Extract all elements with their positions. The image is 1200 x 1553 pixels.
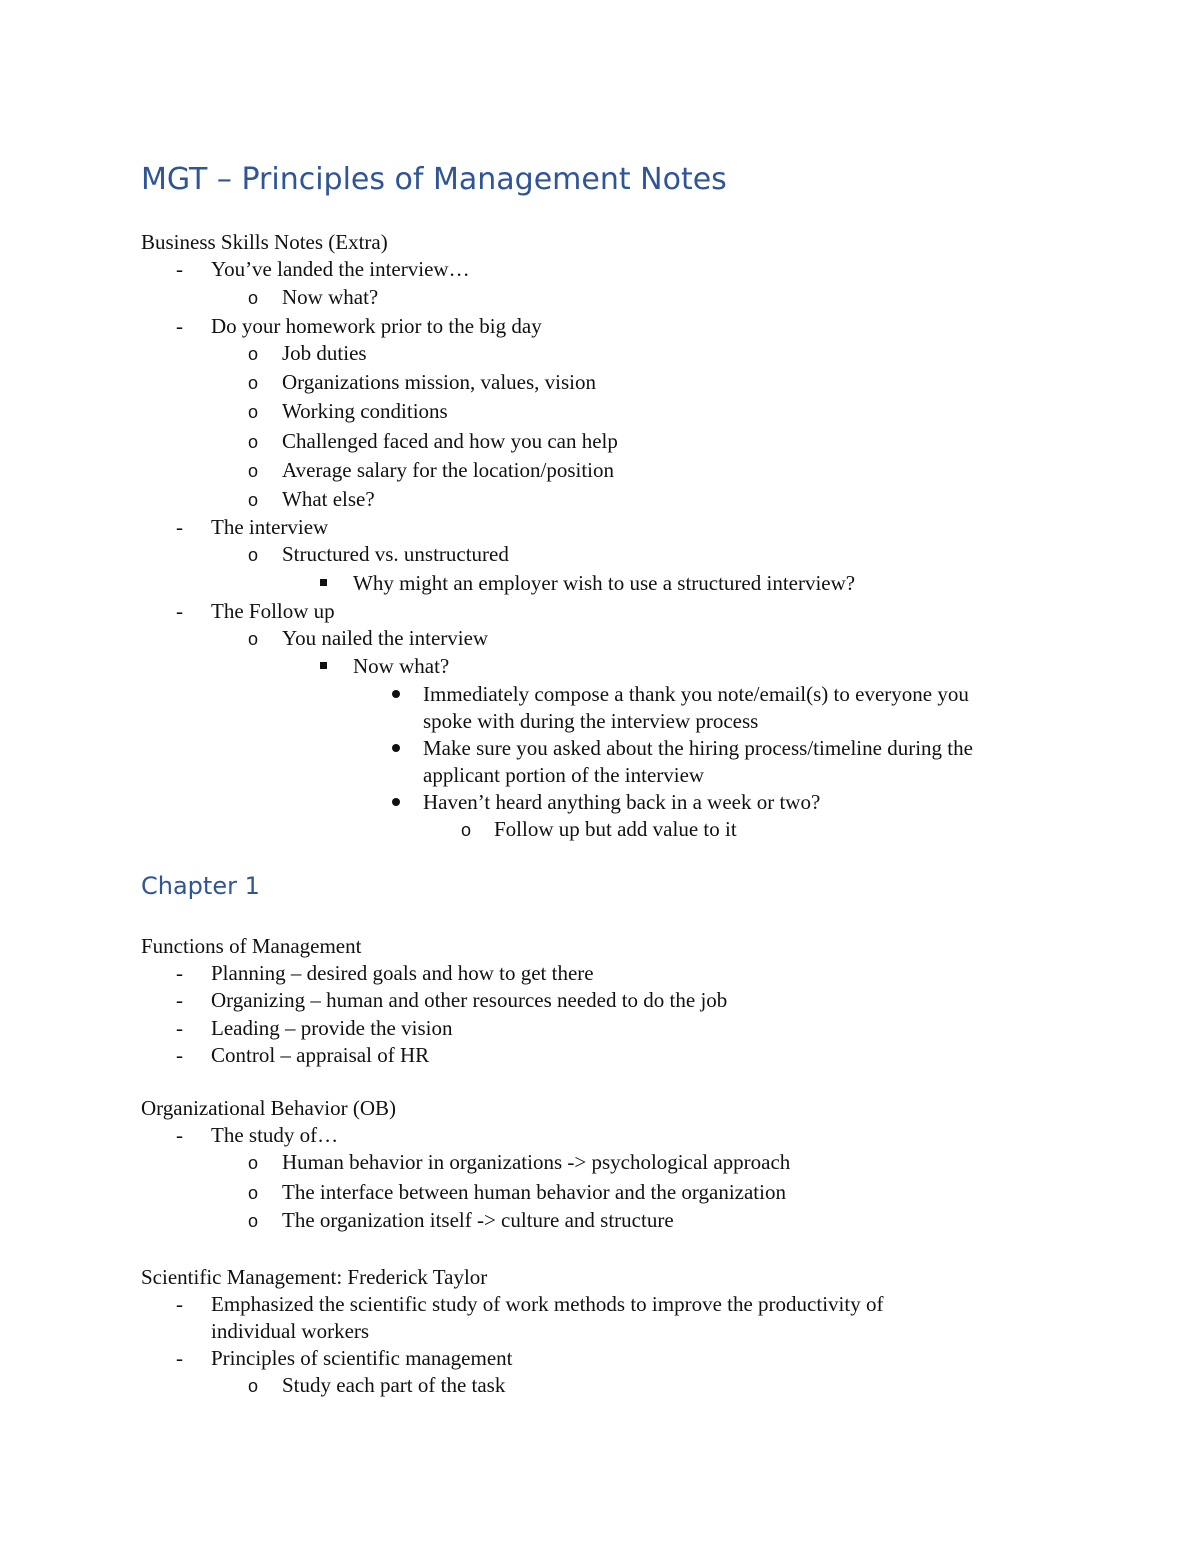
list-item-continuation: individual workers bbox=[211, 1319, 370, 1343]
circle-bullet: o bbox=[248, 490, 259, 510]
list-item: Principles of scientific management bbox=[211, 1346, 513, 1370]
list-item: Challenged faced and how you can help bbox=[282, 429, 618, 453]
list-item: Working conditions bbox=[282, 399, 448, 423]
square-bullet-icon bbox=[320, 579, 327, 586]
section-heading-ob: Organizational Behavior (OB) bbox=[141, 1096, 397, 1120]
list-item: Human behavior in organizations -> psychological approach bbox=[282, 1150, 791, 1174]
list-item: Study each part of the task bbox=[282, 1373, 506, 1397]
list-item: You’ve landed the interview… bbox=[211, 257, 470, 281]
circle-bullet: o bbox=[248, 432, 259, 452]
dash-bullet: - bbox=[176, 988, 183, 1012]
list-item: The study of… bbox=[211, 1123, 339, 1147]
section-heading-business-skills: Business Skills Notes (Extra) bbox=[141, 230, 388, 254]
list-item: Average salary for the location/position bbox=[282, 458, 615, 482]
circle-bullet: o bbox=[248, 373, 259, 393]
dash-bullet: - bbox=[176, 1016, 183, 1040]
circle-bullet: o bbox=[248, 545, 259, 565]
circle-bullet: o bbox=[248, 1211, 259, 1231]
dash-bullet: - bbox=[176, 314, 183, 338]
circle-bullet: o bbox=[248, 1376, 259, 1396]
disc-bullet-icon bbox=[392, 798, 400, 806]
list-item: What else? bbox=[282, 487, 375, 511]
section-heading-functions: Functions of Management bbox=[141, 934, 362, 958]
square-bullet-icon bbox=[320, 662, 327, 669]
dash-bullet: - bbox=[176, 257, 183, 281]
list-item: Control – appraisal of HR bbox=[211, 1043, 430, 1067]
circle-bullet: o bbox=[248, 629, 259, 649]
list-item-continuation: spoke with during the interview process bbox=[423, 709, 759, 733]
disc-bullet-icon bbox=[392, 744, 400, 752]
list-item: Job duties bbox=[282, 341, 367, 365]
section-heading-scientific-management: Scientific Management: Frederick Taylor bbox=[141, 1265, 488, 1289]
list-item: The interface between human behavior and the organization bbox=[282, 1180, 786, 1204]
circle-bullet: o bbox=[248, 461, 259, 481]
dash-bullet: - bbox=[176, 961, 183, 985]
list-item: Emphasized the scientific study of work methods to improve the productivity of bbox=[211, 1292, 884, 1316]
dash-bullet: - bbox=[176, 515, 183, 539]
circle-bullet: o bbox=[248, 288, 259, 308]
list-item: Haven’t heard anything back in a week or two? bbox=[423, 790, 821, 814]
list-item: You nailed the interview bbox=[282, 626, 489, 650]
circle-bullet: o bbox=[248, 1183, 259, 1203]
list-item: Make sure you asked about the hiring process/timeline during the bbox=[423, 736, 973, 760]
dash-bullet: - bbox=[176, 1346, 183, 1370]
list-item: Now what? bbox=[282, 285, 379, 309]
list-item: The organization itself -> culture and structure bbox=[282, 1208, 674, 1232]
circle-bullet: o bbox=[461, 820, 472, 840]
list-item: Immediately compose a thank you note/email(s) to everyone you bbox=[423, 682, 969, 706]
circle-bullet: o bbox=[248, 402, 259, 422]
list-item-continuation: applicant portion of the interview bbox=[423, 763, 705, 787]
list-item: Leading – provide the vision bbox=[211, 1016, 453, 1040]
circle-bullet: o bbox=[248, 1153, 259, 1173]
list-item: Organizations mission, values, vision bbox=[282, 370, 597, 394]
list-item: Do your homework prior to the big day bbox=[211, 314, 542, 338]
list-item: Planning – desired goals and how to get there bbox=[211, 961, 594, 985]
list-item: Follow up but add value to it bbox=[494, 817, 737, 841]
chapter-heading: Chapter 1 bbox=[141, 872, 260, 900]
list-item: Now what? bbox=[353, 654, 450, 678]
list-item: The Follow up bbox=[211, 599, 335, 623]
dash-bullet: - bbox=[176, 1123, 183, 1147]
list-item: Why might an employer wish to use a structured interview? bbox=[353, 571, 856, 595]
list-item: Organizing – human and other resources needed to do the job bbox=[211, 988, 728, 1012]
circle-bullet: o bbox=[248, 344, 259, 364]
list-item: The interview bbox=[211, 515, 329, 539]
list-item: Structured vs. unstructured bbox=[282, 542, 509, 566]
disc-bullet-icon bbox=[392, 690, 400, 698]
dash-bullet: - bbox=[176, 1043, 183, 1067]
dash-bullet: - bbox=[176, 1292, 183, 1316]
document-title: MGT – Principles of Management Notes bbox=[141, 162, 727, 197]
dash-bullet: - bbox=[176, 599, 183, 623]
